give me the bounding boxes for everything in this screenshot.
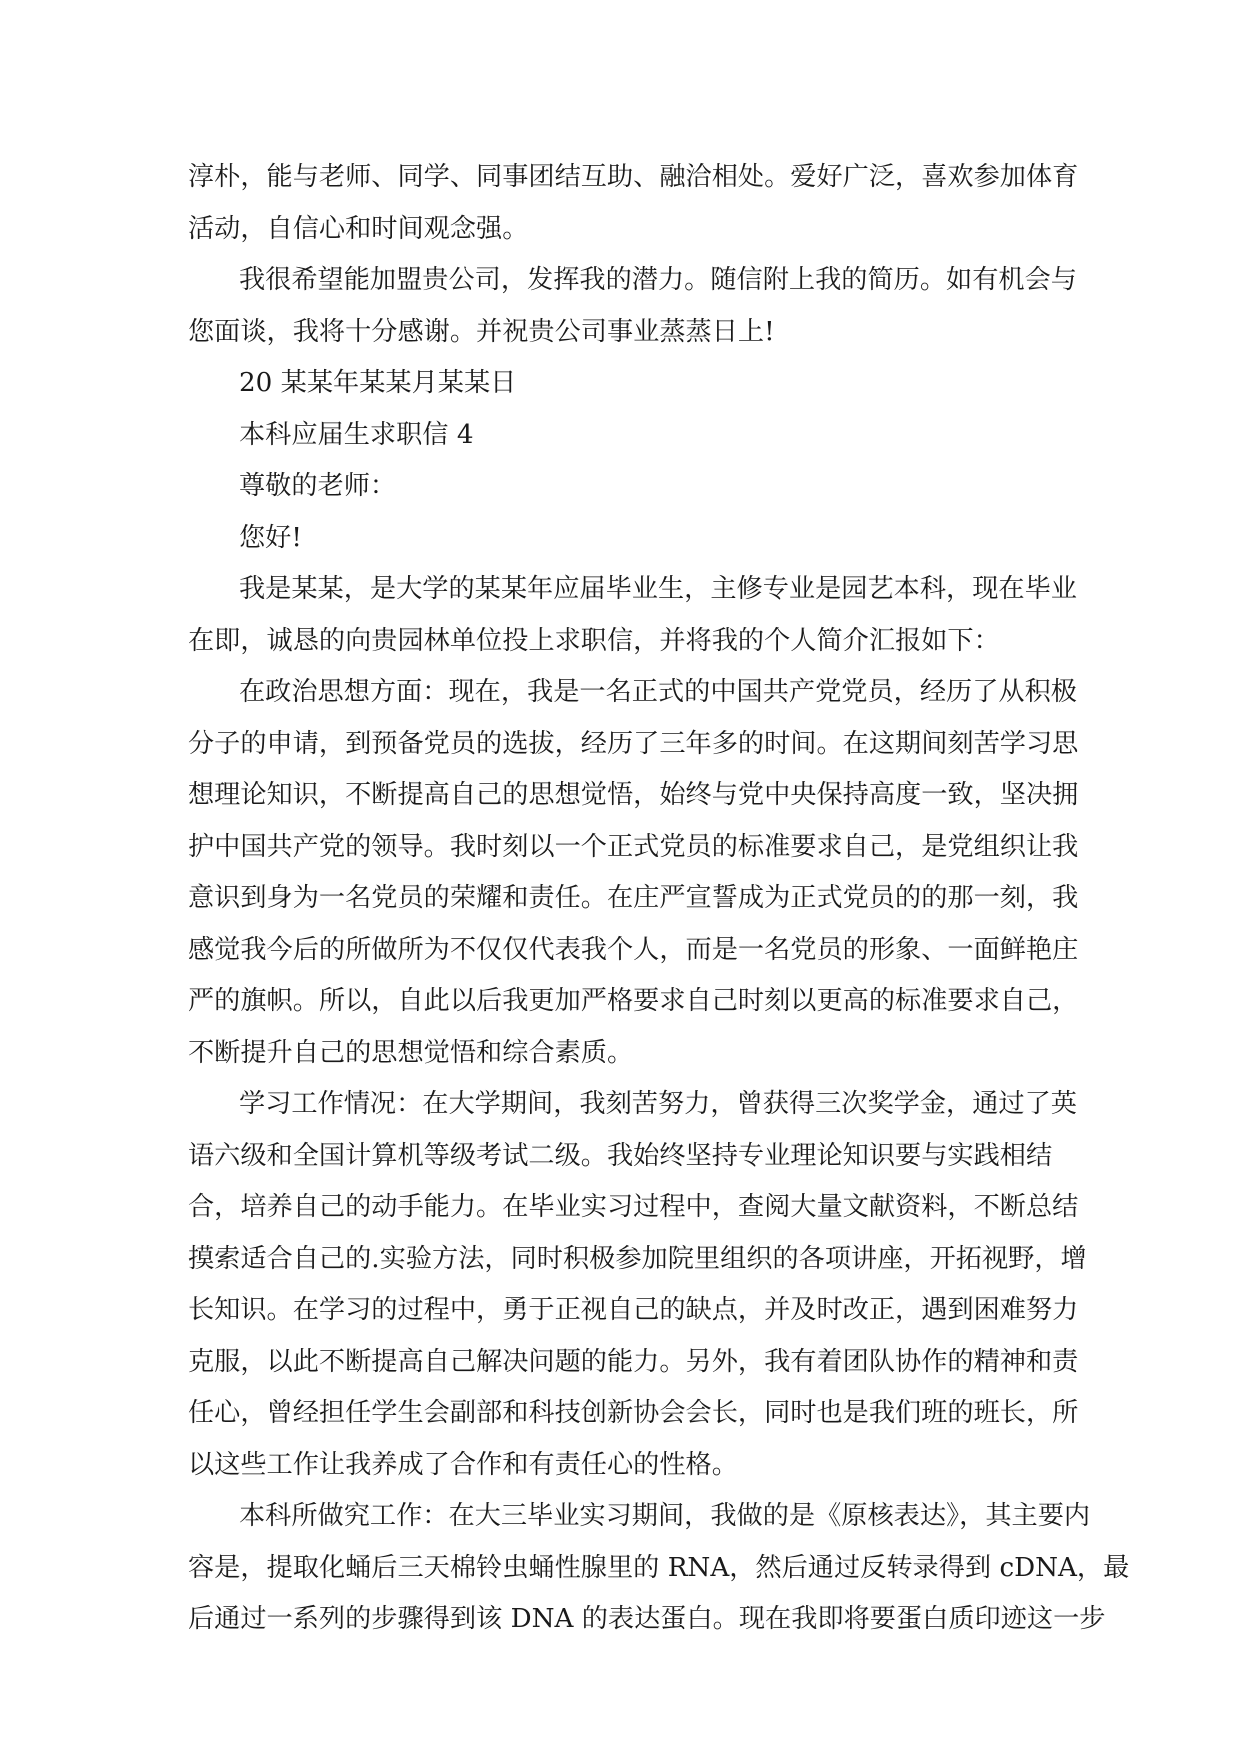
- text-line: 语六级和全国计算机等级考试二级。我始终坚持专业理论知识要与实践相结: [188, 1140, 1053, 1171]
- text-line: 活动，自信心和时间观念强。: [188, 213, 529, 244]
- text-line: 在政治思想方面：现在，我是一名正式的中国共产党党员，经历了从积极: [239, 677, 1077, 707]
- text-line: 您面谈，我将十分感谢。并祝贵公司事业蒸蒸日上!: [188, 316, 775, 347]
- text-line: 学习工作情况：在大学期间，我刻苦努力，曾获得三次奖学金，通过了英: [239, 1089, 1077, 1119]
- text-line: 想理论知识，不断提高自己的思想觉悟，始终与党中央保持高度一致，坚决拥: [188, 780, 1079, 810]
- text-line: 20 某某年某某月某某日: [239, 368, 517, 398]
- text-line: 淳朴，能与老师、同学、同事团结互助、融洽相处。爱好广泛，喜欢参加体育: [188, 162, 1079, 192]
- text-line: 容是，提取化蛹后三天棉铃虫蛹性腺里的 RNA，然后通过反转录得到 cDNA，最: [188, 1552, 1130, 1583]
- text-line: 长知识。在学习的过程中，勇于正视自己的缺点，并及时改正，遇到困难努力: [188, 1295, 1079, 1325]
- text-line: 严的旗帜。所以，自此以后我更加严格要求自己时刻以更高的标准要求自己，: [188, 986, 1079, 1016]
- text-line: 本科所做究工作：在大三毕业实习期间，我做的是《原核表达》，其主要内: [239, 1501, 1091, 1531]
- text-line: 在即，诚恳的向贵园林单位投上求职信，并将我的个人简介汇报如下：: [188, 625, 1000, 656]
- text-line: 护中国共产党的领导。我时刻以一个正式党员的标准要求自己，是党组织让我: [188, 831, 1079, 862]
- text-line: 克服，以此不断提高自己解决问题的能力。另外，我有着团队协作的精神和责: [188, 1346, 1079, 1377]
- text-line: 任心，曾经担任学生会副部和科技创新协会会长，同时也是我们班的班长，所: [188, 1398, 1079, 1428]
- text-line: 后通过一系列的步骤得到该 DNA 的表达蛋白。现在我即将要蛋白质印迹这一步: [188, 1604, 1106, 1634]
- text-line: 感觉我今后的所做所为不仅仅代表我个人，而是一名党员的形象、一面鲜艳庄: [188, 934, 1079, 965]
- text-line: 合，培养自己的动手能力。在毕业实习过程中，查阅大量文献资料，不断总结: [188, 1192, 1079, 1222]
- document-body: [188, 152, 1130, 1646]
- text-line: 尊敬的老师：: [239, 471, 397, 501]
- text-line: 摸索适合自己的.实验方法，同时积极参加院里组织的各项讲座，开拓视野，增: [188, 1243, 1087, 1274]
- text-line: 分子的申请，到预备党员的选拔，经历了三年多的时间。在这期间刻苦学习思: [188, 728, 1079, 759]
- text-line: 我是某某，是大学的某某年应届毕业生，主修专业是园艺本科，现在毕业: [239, 574, 1077, 604]
- text-line: 不断提升自己的思想觉悟和综合素质。: [188, 1037, 634, 1068]
- text-line: 以这些工作让我养成了合作和有责任心的性格。: [188, 1449, 738, 1480]
- text-line: 本科应届生求职信 4: [239, 419, 474, 450]
- text-line: 我很希望能加盟贵公司，发挥我的潜力。随信附上我的简历。如有机会与: [239, 265, 1077, 295]
- text-line: 您好!: [239, 522, 302, 553]
- text-line: 意识到身为一名党员的荣耀和责任。在庄严宣誓成为正式党员的的那一刻，我: [188, 883, 1079, 913]
